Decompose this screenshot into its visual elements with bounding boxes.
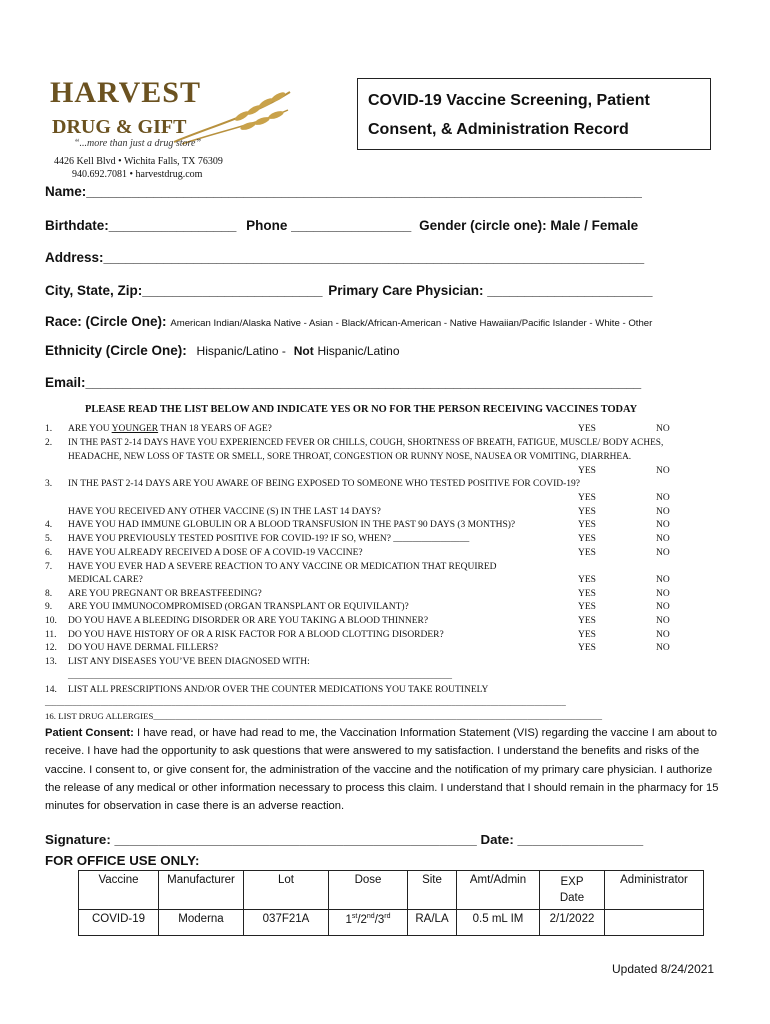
q-text: DO YOU HAVE DERMAL FILLERS? [68,643,219,653]
logo-contact: 940.692.7081 • harvestdrug.com [72,169,203,180]
q-num: 3. [45,479,53,489]
race-label: Race: (Circle One): [45,314,167,329]
yes-option[interactable]: YES [578,507,596,517]
q-num: 10. [45,616,57,626]
logo-line1: HARVEST [50,76,201,109]
q-text: HAVE YOU PREVIOUSLY TESTED POSITIVE FOR COVID-19? IF SO, WHEN? ________________ [68,534,470,544]
no-option[interactable]: NO [656,507,670,517]
consent-text: I have read, or have had read to me, the Vaccination Information Statement (VIS) regarding the vaccine I am about to receive. I have had the opportunity to ask questions that were answered to my satisfaction. I understand the benefits and risks of the vaccine. I consent to, or give consent for, the administration of the vaccine and the notification of my primary care physician. I authorize the release of any medical or other information necessary to process this claim. I understand that I should remain in the pharmacy for 15 minutes for observation in case there is an adverse reaction. [45,727,719,813]
title-line1: COVID-19 Vaccine Screening, Patient [368,92,650,109]
yes-option[interactable]: YES [578,548,596,558]
harvest-logo [44,76,254,186]
header-vaccine: Vaccine [79,871,159,910]
header-amt: Amt/Admin [457,871,540,910]
question-16[interactable]: 16. LIST DRUG ALLERGIES______________________________________________________________________________________________________ [45,711,602,721]
no-option[interactable]: NO [656,643,670,653]
q-text: HAVE YOU EVER HAD A SEVERE REACTION TO ANY VACCINE OR MEDICATION THAT REQUIRED [68,562,497,572]
yes-option[interactable]: YES [578,534,596,544]
yes-option[interactable]: YES [578,493,596,503]
q-text: LIST ALL PRESCRIPTIONS AND/OR OVER THE COUNTER MEDICATIONS YOU TAKE ROUTINELY [68,685,489,695]
ethnicity-label: Ethnicity (Circle One): [45,343,187,358]
cell-exp: 2/1/2022 [540,910,605,936]
logo-address: 4426 Kell Blvd • Wichita Falls, TX 76309 [54,156,223,167]
office-use-table [78,870,704,936]
questions-header: PLEASE READ THE LIST BELOW AND INDICATE YES OR NO FOR THE PERSON RECEIVING VACCINES TODAY [85,404,638,415]
yes-option[interactable]: YES [578,520,596,530]
no-option[interactable]: NO [656,616,670,626]
yes-option[interactable]: YES [578,616,596,626]
q-text: HAVE YOU HAD IMMUNE GLOBULIN OR A BLOOD TRANSFUSION IN THE PAST 90 DAYS (3 MONTHS)? [68,520,516,530]
cell-administrator[interactable] [605,910,704,936]
no-option[interactable]: NO [656,520,670,530]
q-text: ARE YOU PREGNANT OR BREASTFEEDING? [68,589,262,599]
no-option[interactable]: NO [656,602,670,612]
yes-option[interactable]: YES [578,643,596,653]
phone-label: Phone ________________ [246,218,412,233]
ethnicity-opt1: Hispanic/Latino - [196,344,286,358]
title-line2: Consent, & Administration Record [368,121,629,138]
no-option[interactable]: NO [656,630,670,640]
q-num: 11. [45,630,57,640]
updated-date: Updated 8/24/2021 [612,962,715,976]
cell-manufacturer: Moderna [159,910,244,936]
q-text-cont: MEDICAL CARE? [68,575,143,585]
q-text: IN THE PAST 2-14 DAYS ARE YOU AWARE OF BEING EXPOSED TO SOMEONE WHO TESTED POSITIVE FOR COVID-19? [68,479,581,489]
diseases-line[interactable]: ________________________________________________________________________________________________ [68,671,452,680]
cell-amt: 0.5 mL IM [457,910,540,936]
younger-underlined: YOUNGER [111,424,159,434]
prescriptions-line[interactable]: ____________________________________________________________________________________________________________________________________ [45,698,566,707]
yes-option[interactable]: YES [578,466,596,476]
q-num: 14. [45,685,57,695]
header-manufacturer: Manufacturer [159,871,244,910]
q-num: 5. [45,534,53,544]
birthdate-label: Birthdate:_________________ [45,218,237,233]
cell-dose[interactable]: 1st/2nd/3rd [329,910,408,936]
no-option[interactable]: NO [656,548,670,558]
no-option[interactable]: NO [656,575,670,585]
yes-option[interactable]: YES [578,589,596,599]
cell-site: RA/LA [408,910,457,936]
q-text: DO YOU HAVE HISTORY OF OR A RISK FACTOR FOR A BLOOD CLOTTING DISORDER? [68,630,444,640]
office-use-label: FOR OFFICE USE ONLY: [45,853,200,868]
consent-label: Patient Consent: [45,727,134,739]
email-field[interactable]: Email:__________________________________________________________________________ [45,375,642,390]
q-text: HAVE YOU ALREADY RECEIVED A DOSE OF A COVID-19 VACCINE? [68,548,363,558]
ethnicity-not: Not [293,344,314,358]
q-text-cont: HEADACHE, NEW LOSS OF TASTE OR SMELL, SORE THROAT, CONGESTION OR RUNNY NOSE, NAUSEA OR VOMITING, DIARRHEA. [68,452,632,462]
city-label: City, State, Zip:________________________ [45,283,323,298]
signature-field[interactable]: Signature: _________________________________________________ Date: _________________ [45,832,644,847]
yes-option[interactable]: YES [578,575,596,585]
q-num: 2. [45,438,53,448]
header-exp-line1: EXP [560,876,584,888]
logo-line2: DRUG & GIFT [52,116,187,138]
gender-label: Gender (circle one): Male / Female [419,218,639,233]
q-num: 9. [45,602,53,612]
table-row [79,910,704,936]
no-option[interactable]: NO [656,589,670,599]
q-num: 12. [45,643,57,653]
q-num: 7. [45,562,53,572]
q-text: ARE YOU YOUNGER THAN 18 YEARS OF AGE? [68,424,272,434]
q-num: 6. [45,548,53,558]
q-num: 1. [45,424,53,434]
header-site: Site [408,871,457,910]
header-dose: Dose [329,871,408,910]
name-field[interactable]: Name:__________________________________________________________________________ [45,184,642,199]
cell-lot: 037F21A [244,910,329,936]
race-options: American Indian/Alaska Native - Asian - Black/African-American - Native Hawaiian/Pacific Islander - White - Other [170,318,653,329]
ethnicity-opt2: Hispanic/Latino [317,344,400,358]
header-administrator: Administrator [605,871,704,910]
yes-option[interactable]: YES [578,602,596,612]
title-box [357,78,711,150]
yes-option[interactable]: YES [578,630,596,640]
yes-option[interactable]: YES [578,424,596,434]
q-text: IN THE PAST 2-14 DAYS HAVE YOU EXPERIENCED FEVER OR CHILLS, COUGH, SHORTNESS OF BREATH, FATIGUE, MUSCLE/ BODY ACHES, [68,438,664,448]
no-option[interactable]: NO [656,534,670,544]
no-option[interactable]: NO [656,424,670,434]
address-field[interactable]: Address:________________________________________________________________________ [45,250,645,265]
q-text: LIST ANY DISEASES YOU’VE BEEN DIAGNOSED WITH: [68,657,310,667]
q-num: 13. [45,657,57,667]
cell-vaccine: COVID-19 [79,910,159,936]
birthdate-field[interactable] [45,218,638,233]
no-option[interactable]: NO [656,493,670,503]
no-option[interactable]: NO [656,466,670,476]
header-exp-line2: Date [559,892,585,904]
q-text: HAVE YOU RECEIVED ANY OTHER VACCINE (S) IN THE LAST 14 DAYS? [68,507,381,517]
ethnicity-field[interactable] [45,343,400,358]
city-field[interactable] [45,283,652,298]
logo-tagline: “...more than just a drug store” [74,138,202,149]
pcp-label: Primary Care Physician: ______________________ [328,283,653,298]
patient-consent [45,724,725,815]
race-field[interactable] [45,314,652,329]
header-lot: Lot [244,871,329,910]
q-num: 4. [45,520,53,530]
header-exp [540,871,605,910]
q-text: DO YOU HAVE A BLEEDING DISORDER OR ARE YOU TAKING A BLOOD THINNER? [68,616,429,626]
q-text: ARE YOU IMMUNOCOMPROMISED (ORGAN TRANSPLANT OR EQUIVILANT)? [68,602,409,612]
q-num: 8. [45,589,53,599]
table-header-row [79,871,704,910]
